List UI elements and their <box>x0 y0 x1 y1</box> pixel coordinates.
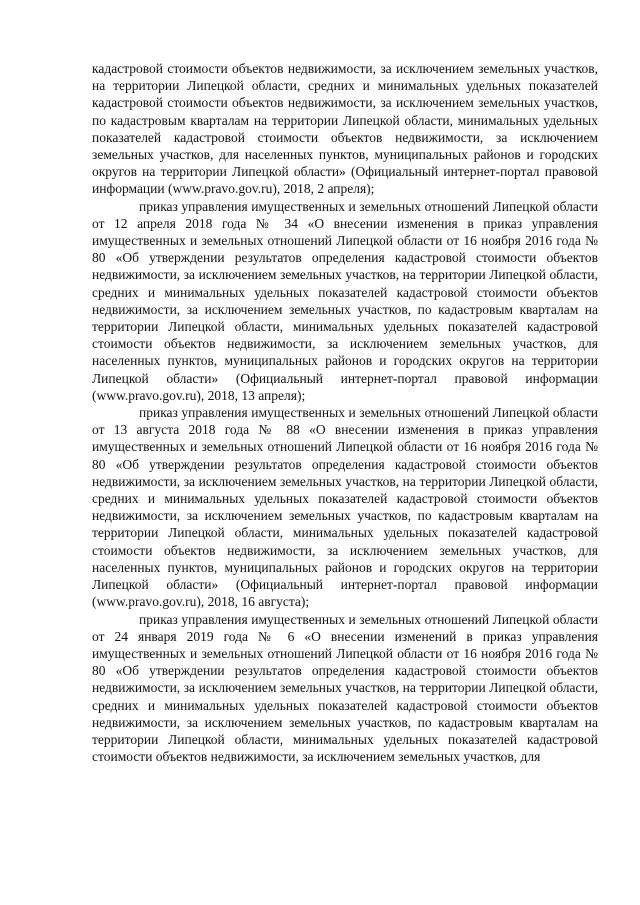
paragraph-order-6: приказ управления имущественных и земельных отношений Липецкой области от 24 января 2019 года № 6 «О внесении изменений в приказ управления имущественных и земельных отношений Липецкой области от 16 ноября 2016 года № 80 «Об утверждении результатов определения кадастровой стоимости объектов недвижимости, за исключением земельных участков, на территории Липецкой области, средних и минимальных удельных показателей кадастровой стоимости объектов недвижимости, за исключением земельных участков, по кадастровым кварталам на территории Липецкой области, минимальных удельных показателей кадастровой стоимости объектов недвижимости, за исключением земельных участков, для <box>92 611 598 765</box>
paragraph-continued: кадастровой стоимости объектов недвижимости, за исключением земельных участков, на территории Липецкой области, средних и минимальных удельных показателей кадастровой стоимости объектов недвижимости, за исключением земельных участков, по кадастровым кварталам на территории Липецкой области, минимальных удельных показателей кадастровой стоимости объектов недвижимости, за исключением земельных участков, для населенных пунктов, муниципальных районов и городских округов на территории Липецкой области» (Официальный интернет-портал правовой информации (www.pravo.gov.ru), 2018, 2 апреля); <box>92 61 598 197</box>
document-page <box>92 60 598 765</box>
paragraph-order-34: приказ управления имущественных и земельных отношений Липецкой области от 12 апреля 2018 года № 34 «О внесении изменения в приказ управления имущественных и земельных отношений Липецкой области от 16 ноября 2016 года № 80 «Об утверждении результатов определения кадастровой стоимости объектов недвижимости, за исключением земельных участков, на территории Липецкой области, средних и минимальных удельных показателей кадастровой стоимости объектов недвижимости, за исключением земельных участков, по кадастровым кварталам на территории Липецкой области, минимальных удельных показателей кадастровой стоимости объектов недвижимости, за исключением земельных участков, для населенных пунктов, муниципальных районов и городских округов на территории Липецкой области» (Официальный интернет-портал правовой информации (www.pravo.gov.ru), 2018, 13 апреля); <box>92 198 598 403</box>
paragraph-order-88: приказ управления имущественных и земельных отношений Липецкой области от 13 августа 2018 года № 88 «О внесении изменения в приказ управления имущественных и земельных отношений Липецкой области от 16 ноября 2016 года № 80 «Об утверждении результатов определения кадастровой стоимости объектов недвижимости, за исключением земельных участков, на территории Липецкой области, средних и минимальных удельных показателей кадастровой стоимости объектов недвижимости, за исключением земельных участков, по кадастровым кварталам на территории Липецкой области, минимальных удельных показателей кадастровой стоимости объектов недвижимости, за исключением земельных участков, для населенных пунктов, муниципальных районов и городских округов на территории Липецкой области» (Официальный интернет-портал правовой информации (www.pravo.gov.ru), 2018, 16 августа); <box>92 405 598 610</box>
